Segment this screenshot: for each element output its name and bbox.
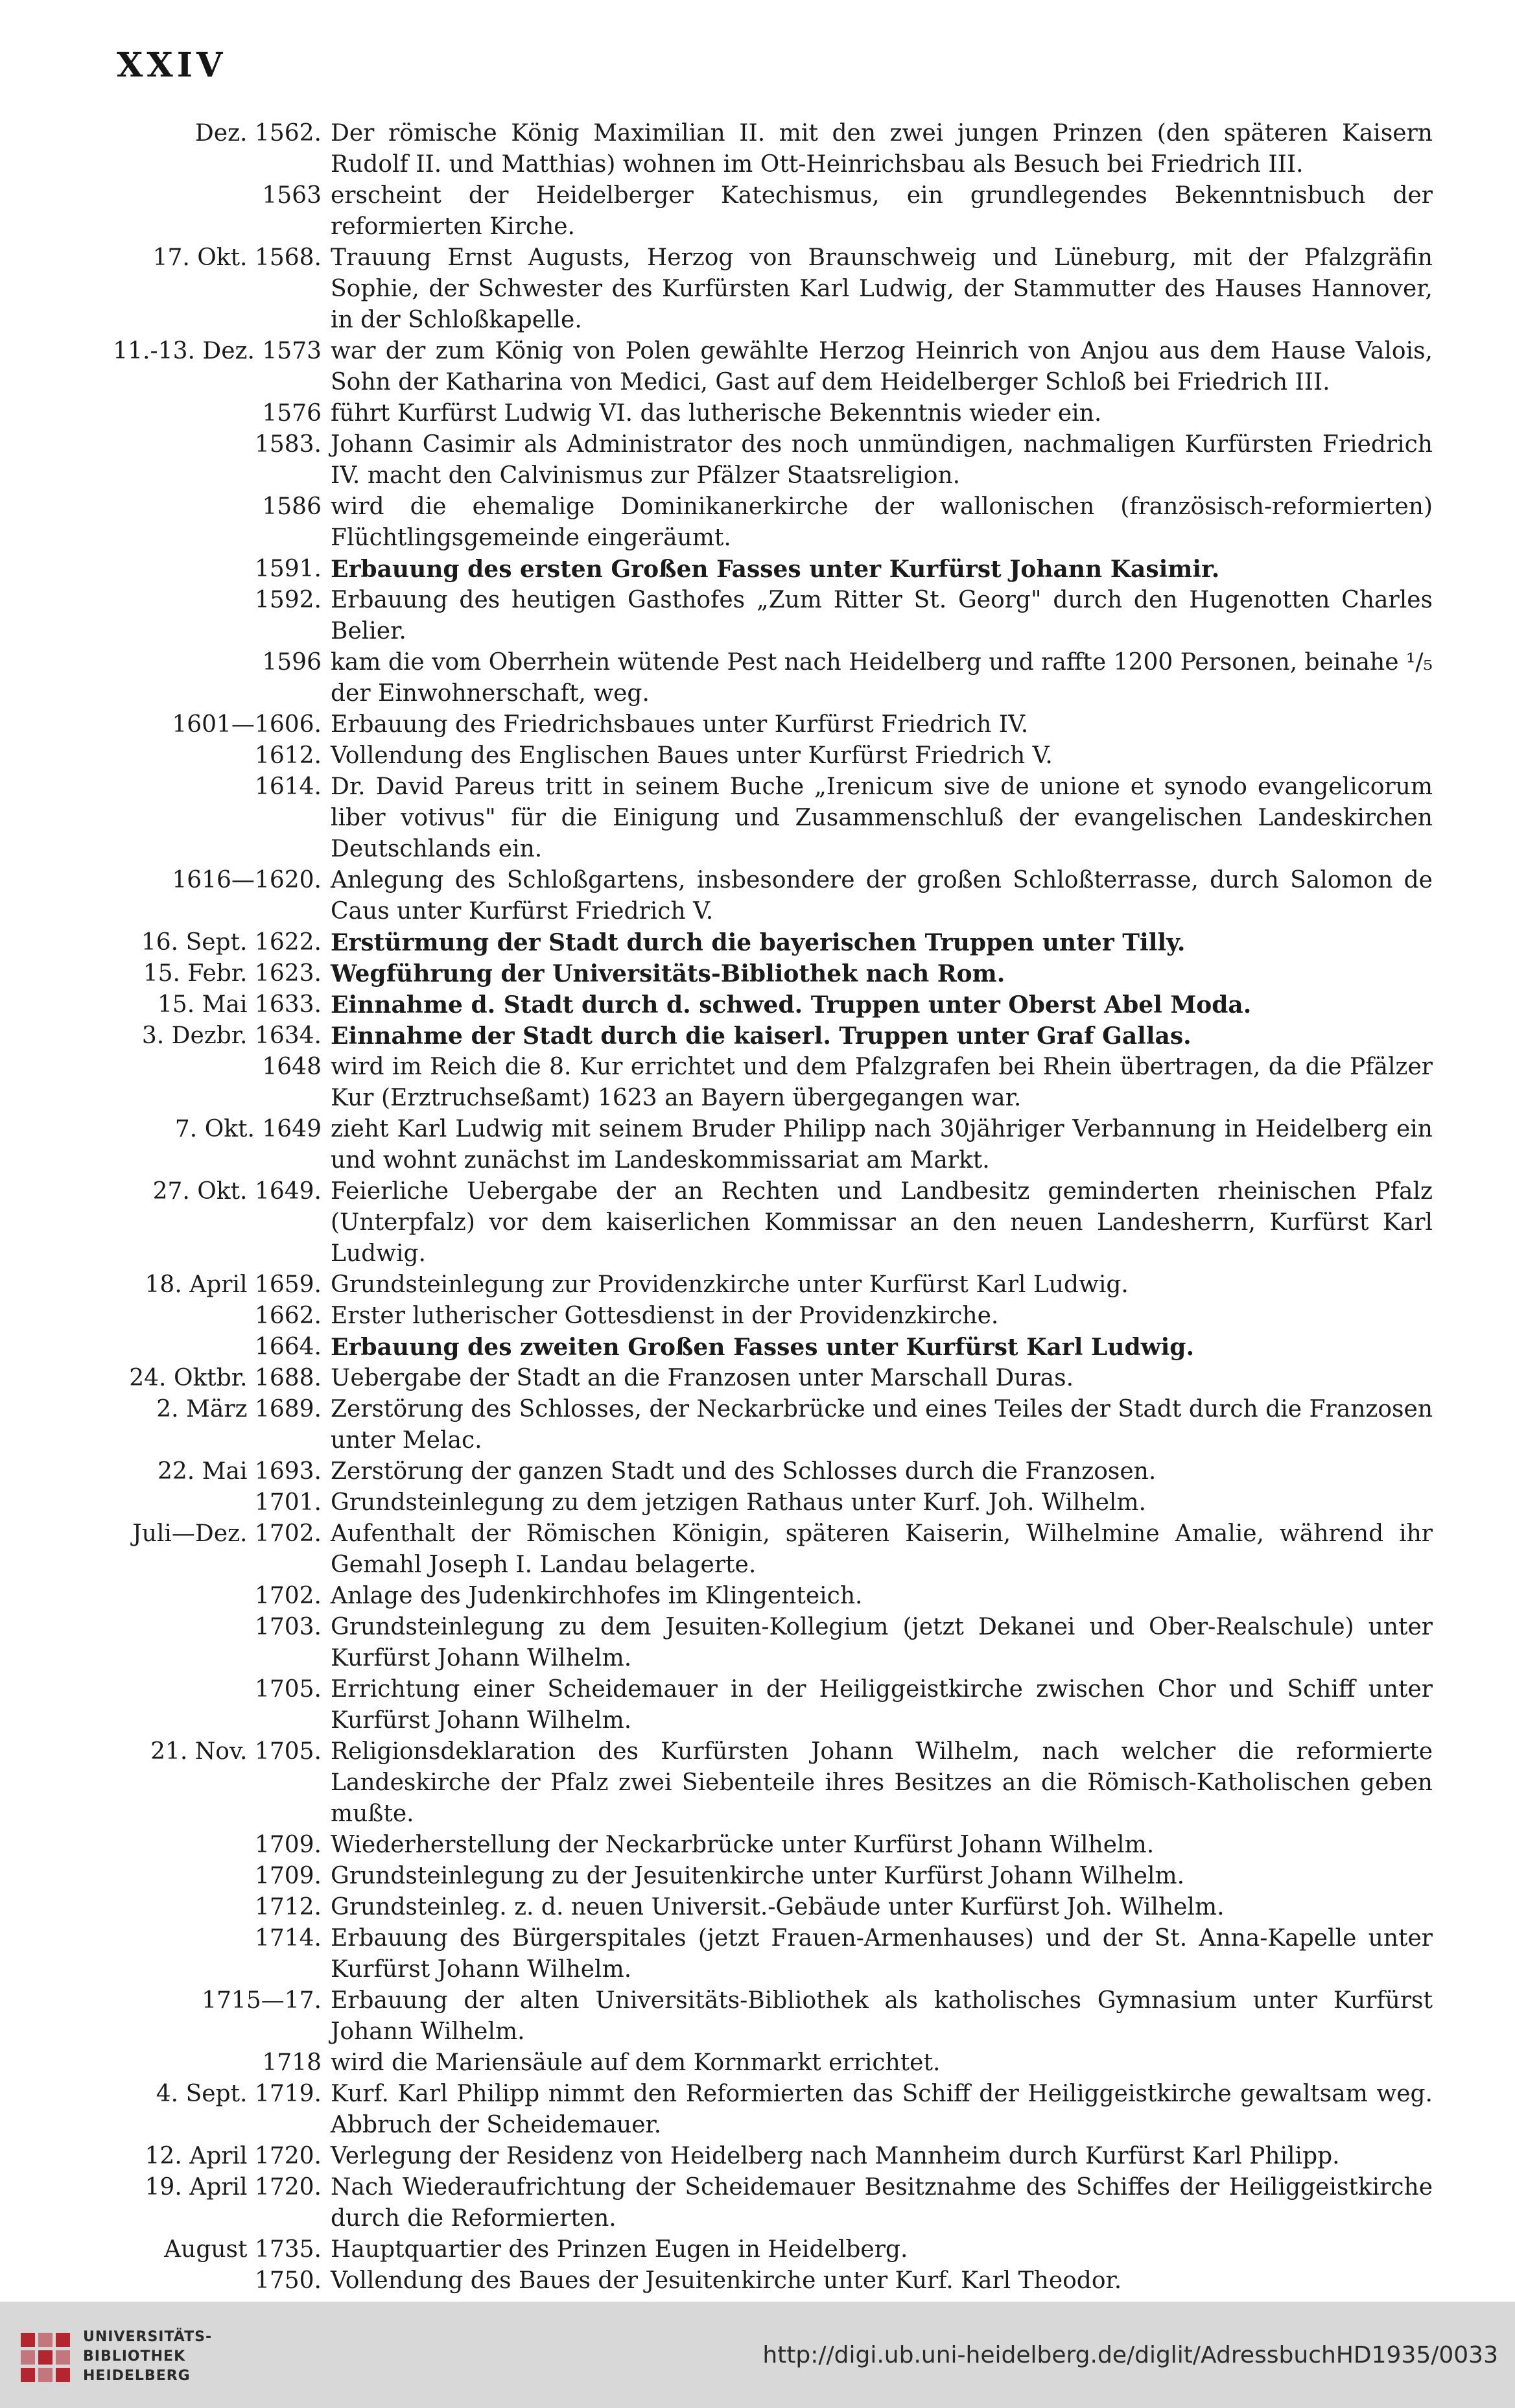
entry-date: 1662. (254, 1303, 322, 1329)
chronology-entry (97, 709, 1433, 740)
entry-date: 4. Sept. 1719. (156, 2081, 322, 2107)
chronology-entry (97, 336, 1433, 398)
entry-date: 19. April 1720. (145, 2174, 322, 2201)
entry-date: 1583. (254, 431, 322, 458)
chronology-entry (97, 554, 1433, 585)
entry-text: Vollendung des Englischen Baues unter Kurfürst Friedrich V. (331, 742, 1053, 769)
entry-date: 7. Okt. 1649 (174, 1116, 322, 1142)
entry-date: 16. Sept. 1622. (141, 929, 322, 956)
entry-date: 1596 (262, 649, 322, 676)
chronology-entry (97, 2234, 1433, 2265)
chronology-entry (97, 1830, 1433, 1861)
entry-text: Anlegung des Schloßgartens, insbesondere der großen Schloßterrasse, durch Salomon de Caus unter Kurfürst Friedrich V. (331, 867, 1433, 925)
entry-text: wird im Reich die 8. Kur errichtet und dem Pfalzgrafen bei Rhein übertragen, da die Pfälzer Kur (Erztruchseßamt) 1623 an Bayern übergegangen war. (331, 1054, 1433, 1111)
entry-date: 1709. (254, 1863, 322, 1889)
library-name-line: HEIDELBERG (83, 2368, 191, 2384)
chronology-entry (97, 1985, 1433, 2048)
entry-text: Hauptquartier des Prinzen Eugen in Heidelberg. (331, 2236, 908, 2263)
chronology-entry (97, 1923, 1433, 1985)
entry-date: 18. April 1659. (145, 1271, 322, 1298)
entry-text: Feierliche Uebergabe der an Rechten und Landbesitz geminderten rheinischen Pfalz (Unterpfalz) vor dem kaiserlichen Kommissar an den neuen Landesherrn, Kurfürst Karl Ludwig. (331, 1178, 1433, 1267)
entry-text: Vollendung des Baues der Jesuitenkirche unter Kurf. Karl Theodor. (331, 2267, 1122, 2294)
entry-date: 27. Okt. 1649. (152, 1178, 322, 1205)
entry-date: 24. Oktbr. 1688. (129, 1365, 322, 1391)
library-name (83, 2328, 212, 2386)
chronology-entry (97, 927, 1433, 958)
entry-date: 1703. (254, 1614, 322, 1640)
entry-text: erscheint der Heidelberger Katechismus, ein grundlegendes Bekenntnisbuch der reformierten Kirche. (331, 182, 1433, 240)
chronology-entry (97, 1394, 1433, 1456)
entry-date: 1709. (254, 1832, 322, 1858)
entry-text: Erbauung des Bürgerspitales (jetzt Frauen-Armenhauses) und der St. Anna-Kapelle unter Kurfürst Johann Wilhelm. (331, 1925, 1433, 1983)
chronology-list (97, 118, 1433, 2296)
chronology-entry (97, 118, 1433, 180)
entry-text: Wegführung der Universitäts-Bibliothek nach Rom. (331, 960, 1005, 987)
entry-text: Grundsteinlegung zu dem jetzigen Rathaus unter Kurf. Joh. Wilhelm. (331, 1489, 1146, 1516)
entry-text: Erbauung des zweiten Großen Fasses unter Kurfürst Karl Ludwig. (331, 1334, 1194, 1361)
chronology-entry (97, 1736, 1433, 1830)
entry-text: Zerstörung der ganzen Stadt und des Schlosses durch die Franzosen. (331, 1458, 1157, 1485)
entry-date: 1612. (254, 742, 322, 769)
chronology-entry (97, 1456, 1433, 1487)
entry-text: Der römische König Maximilian II. mit den zwei jungen Prinzen (den späteren Kaisern Rudolf II. und Matthias) wohnen im Ott-Heinrichsbau als Besuch bei Friedrich III. (331, 120, 1433, 178)
entry-date: 12. April 1720. (145, 2143, 322, 2169)
entry-date: 1714. (254, 1925, 322, 1952)
entry-text: Erster lutherischer Gottesdienst in der Providenzkirche. (331, 1303, 999, 1329)
entry-text: Johann Casimir als Administrator des noch unmündigen, nachmaligen Kurfürsten Friedrich IV. macht den Calvinismus zur Pfälzer Staatsreligion. (331, 431, 1433, 489)
chronology-entry (97, 180, 1433, 242)
entry-text: Aufenthalt der Römischen Königin, späteren Kaiserin, Wilhelmine Amalie, während ihr Gemahl Joseph I. Landau belagerte. (331, 1520, 1433, 1578)
chronology-entry (97, 1021, 1433, 1052)
entry-text: wird die ehemalige Dominikanerkirche der wallonischen (französisch-reformierten) Flüchtlingsgemeinde eingeräumt. (331, 493, 1433, 551)
entry-date: 1701. (254, 1489, 322, 1516)
chronology-entry (97, 429, 1433, 491)
entry-text: Einnahme der Stadt durch die kaiserl. Truppen unter Graf Gallas. (331, 1022, 1192, 1050)
entry-text: Einnahme d. Stadt durch d. schwed. Truppen unter Oberst Abel Moda. (331, 991, 1252, 1019)
entry-text: führt Kurfürst Ludwig VI. das lutherische Bekenntnis wieder ein. (331, 400, 1102, 427)
chronology-entry (97, 1363, 1433, 1394)
library-name-line: BIBLIOTHEK (83, 2348, 186, 2365)
entry-date: 1664. (254, 1334, 322, 1360)
entry-date: 21. Nov. 1705. (150, 1738, 322, 1765)
chronology-entry (97, 2265, 1433, 2296)
chronology-entry (97, 772, 1433, 865)
chronology-entry (97, 1176, 1433, 1269)
entry-date: 1586 (262, 493, 322, 520)
entry-text: wird die Mariensäule auf dem Kornmarkt errichtet. (331, 2049, 941, 2076)
chronology-entry (97, 1518, 1433, 1581)
entry-text: Erstürmung der Stadt durch die bayerischen Truppen unter Tilly. (331, 929, 1186, 956)
entry-text: Errichtung einer Scheidemauer in der Heiliggeistkirche zwischen Chor und Schiff unter Kurfürst Johann Wilhelm. (331, 1676, 1433, 1734)
chronology-entry (97, 1861, 1433, 1892)
entry-date: 1715—17. (202, 1987, 322, 2014)
entry-text: Dr. David Pareus tritt in seinem Buche „Irenicum sive de unione et synodo evangelicorum liber votivus" für die Einigung und Zusammenschluß der evangelischen Landeskirchen Deutschlands ein. (331, 773, 1433, 862)
chronology-entry (97, 1892, 1433, 1923)
chronology-entry (97, 958, 1433, 989)
chronology-entry (97, 2172, 1433, 2234)
entry-date: 22. Mai 1693. (157, 1458, 322, 1485)
entry-text: war der zum König von Polen gewählte Herzog Heinrich von Anjou aus dem Hause Valois, Sohn der Katharina von Medici, Gast auf dem Heidelberger Schloß bei Friedrich III. (331, 338, 1433, 395)
entry-date: August 1735. (164, 2236, 322, 2263)
entry-date: 3. Dezbr. 1634. (141, 1022, 322, 1049)
entry-date: 1601—1606. (172, 711, 322, 738)
entry-text: Erbauung der alten Universitäts-Bibliothek als katholisches Gymnasium unter Kurfürst Johann Wilhelm. (331, 1987, 1433, 2045)
chronology-entry (97, 1487, 1433, 1518)
entry-date: 1648 (262, 1054, 322, 1080)
entry-date: 1591. (254, 556, 322, 582)
chronology-entry (97, 1114, 1433, 1176)
entry-text: Grundsteinlegung zu dem Jesuiten-Kollegium (jetzt Dekanei und Ober-Realschule) unter Kurfürst Johann Wilhelm. (331, 1614, 1433, 1671)
chronology-entry (97, 740, 1433, 772)
chronology-entry (97, 1269, 1433, 1301)
entry-text: Erbauung des Friedrichsbaues unter Kurfürst Friedrich IV. (331, 711, 1029, 738)
university-library-logo-icon (16, 2328, 75, 2387)
entry-date: 1592. (254, 587, 322, 613)
entry-text: Erbauung des heutigen Gasthofes „Zum Ritter St. Georg" durch den Hugenotten Charles Belier. (331, 587, 1433, 644)
chronology-entry (97, 865, 1433, 927)
entry-text: Religionsdeklaration des Kurfürsten Johann Wilhelm, nach welcher die reformierte Landeskirche der Pfalz zwei Siebenteile ihres Besitzes an die Römisch-Katholischen geben mußte. (331, 1738, 1433, 1827)
chronology-entry (97, 242, 1433, 336)
entry-date: 1712. (254, 1894, 322, 1920)
entry-date: 1616—1620. (172, 867, 322, 893)
entry-date: 2. März 1689. (156, 1396, 322, 1422)
chronology-entry (97, 2048, 1433, 2079)
entry-text: Nach Wiederaufrichtung der Scheidemauer Besitznahme des Schiffes der Heiliggeistkirche durch die Reformierten. (331, 2174, 1433, 2232)
chronology-entry (97, 647, 1433, 709)
entry-text: Erbauung des ersten Großen Fasses unter Kurfürst Johann Kasimir. (331, 556, 1220, 583)
entry-date: 17. Okt. 1568. (152, 244, 322, 271)
entry-text: zieht Karl Ludwig mit seinem Bruder Philipp nach 30jähriger Verbannung in Heidelberg ein und wohnt zunächst im Landeskommissariat am Markt. (331, 1116, 1433, 1174)
chronology-entry (97, 398, 1433, 429)
entry-date: 1702. (254, 1583, 322, 1609)
chronology-entry (97, 2079, 1433, 2141)
chronology-entry (97, 1581, 1433, 1612)
chronology-entry (97, 585, 1433, 647)
entry-date: 15. Febr. 1623. (143, 960, 322, 987)
entry-text: Zerstörung des Schlosses, der Neckarbrücke und eines Teiles der Stadt durch die Franzosen unter Melac. (331, 1396, 1433, 1454)
footer-bar (0, 2302, 1515, 2408)
entry-date: 1614. (254, 773, 322, 800)
entry-text: Grundsteinlegung zur Providenzkirche unter Kurfürst Karl Ludwig. (331, 1271, 1129, 1298)
chronology-entry (97, 2141, 1433, 2172)
chronology-entry (97, 1301, 1433, 1332)
entry-date: 1718 (262, 2049, 322, 2076)
entry-date: 11.-13. Dez. 1573 (113, 338, 322, 364)
entry-date: 15. Mai 1633. (157, 991, 322, 1018)
entry-text: Grundsteinlegung zu der Jesuitenkirche unter Kurfürst Johann Wilhelm. (331, 1863, 1185, 1889)
chronology-entry (97, 989, 1433, 1021)
chronology-entry (97, 1052, 1433, 1114)
entry-text: Anlage des Judenkirchhofes im Klingenteich. (331, 1583, 863, 1609)
entry-date: 1750. (254, 2267, 322, 2294)
entry-text: Grundsteinleg. z. d. neuen Universit.-Gebäude unter Kurfürst Joh. Wilhelm. (331, 1894, 1225, 1920)
entry-text: Verlegung der Residenz von Heidelberg nach Mannheim durch Kurfürst Karl Philipp. (331, 2143, 1340, 2169)
chronology-entry (97, 1674, 1433, 1736)
entry-text: kam die vom Oberrhein wütende Pest nach Heidelberg und raffte 1200 Personen, beinahe ¹/₅ der Einwohnerschaft, weg. (331, 649, 1433, 707)
entry-text: Uebergabe der Stadt an die Franzosen unter Marschall Duras. (331, 1365, 1074, 1391)
entry-date: 1576 (262, 400, 322, 427)
entry-date: 1563 (262, 182, 322, 209)
chronology-entry (97, 491, 1433, 554)
entry-date: Dez. 1562. (194, 120, 322, 147)
entry-text: Trauung Ernst Augusts, Herzog von Braunschweig und Lüneburg, mit der Pfalzgräfin Sophie, der Schwester des Kurfürsten Karl Ludwig, der Stammutter des Hauses Hannover, in der Schloßkapelle. (331, 244, 1433, 333)
source-url[interactable]: http://digi.ub.uni-heidelberg.de/diglit/AdressbuchHD1935/0033 (762, 2342, 1498, 2368)
entry-text: Wiederherstellung der Neckarbrücke unter Kurfürst Johann Wilhelm. (331, 1832, 1155, 1858)
page-number: XXIV (117, 45, 227, 85)
library-name-line: UNIVERSITÄTS- (83, 2329, 213, 2345)
chronology-entry (97, 1332, 1433, 1363)
chronology-entry (97, 1612, 1433, 1674)
entry-date: Juli—Dez. 1702. (132, 1520, 322, 1547)
entry-text: Kurf. Karl Philipp nimmt den Reformierten das Schiff der Heiliggeistkirche gewaltsam weg. Abbruch der Scheidemauer. (331, 2081, 1433, 2138)
entry-date: 1705. (254, 1676, 322, 1703)
